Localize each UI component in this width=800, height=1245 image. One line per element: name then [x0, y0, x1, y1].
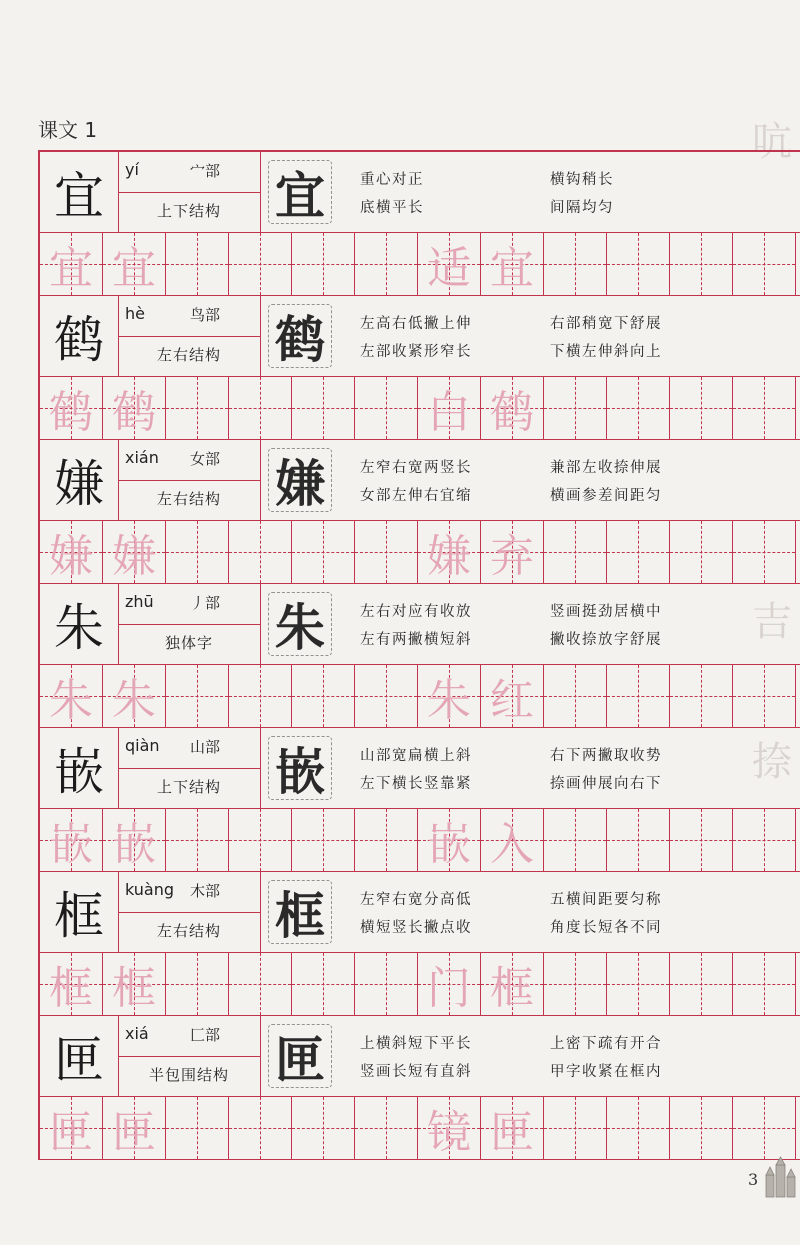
writing-tip: 山部宽扁横上斜 [360, 748, 472, 764]
writing-tip: 上横斜短下平长 [360, 1036, 472, 1052]
cell-guide-vertical [638, 377, 639, 439]
cell-guide-vertical [197, 377, 198, 439]
practice-cell[interactable] [670, 233, 733, 295]
practice-cell[interactable] [292, 665, 355, 727]
lesson-title: 课文 1 [38, 118, 98, 142]
calligraphy-character: 朱 [275, 598, 325, 657]
character-info-row [40, 152, 800, 233]
practice-cell[interactable] [670, 521, 733, 583]
practice-cell[interactable] [481, 521, 544, 583]
calligraphy-frame [268, 304, 332, 368]
practice-cell[interactable] [544, 377, 607, 439]
character-entry [40, 1016, 800, 1160]
character-entry [40, 152, 800, 296]
practice-cell[interactable] [481, 809, 544, 871]
practice-cell[interactable] [670, 809, 733, 871]
calligraphy-character: 嫌 [275, 454, 325, 513]
cell-guide-vertical [575, 953, 576, 1015]
practice-cell[interactable] [355, 809, 418, 871]
trace-character: 宜 [490, 243, 534, 294]
character-entry [40, 872, 800, 1016]
cell-guide-vertical [197, 953, 198, 1015]
calligraphy-character: 嵌 [275, 742, 325, 801]
practice-cell[interactable] [40, 377, 103, 439]
cell-guide-vertical [701, 233, 702, 295]
cell-guide-vertical [638, 953, 639, 1015]
meta-top-row [118, 584, 260, 625]
cell-guide-vertical [386, 953, 387, 1015]
pinyin: kuàng [125, 880, 175, 899]
calligraphy-sample [268, 1024, 332, 1088]
trace-character: 匣 [49, 1107, 93, 1158]
practice-cell[interactable] [166, 521, 229, 583]
meta-top-row [118, 872, 260, 913]
writing-tip: 重心对正 [360, 172, 424, 188]
practice-sheet [38, 150, 800, 1160]
practice-cell[interactable] [481, 953, 544, 1015]
writing-tip: 兼部左收捺伸展 [550, 460, 662, 476]
calligraphy-sample [268, 448, 332, 512]
practice-cell[interactable] [40, 953, 103, 1015]
pinyin: hè [125, 304, 145, 323]
writing-tip: 左窄右宽分高低 [360, 892, 472, 908]
practice-cell[interactable] [40, 521, 103, 583]
practice-cell[interactable] [229, 521, 292, 583]
practice-cell[interactable] [292, 953, 355, 1015]
character-info-row [40, 1016, 800, 1097]
practice-cell[interactable] [733, 665, 796, 727]
cell-guide-vertical [764, 377, 765, 439]
cell-guide-vertical [575, 233, 576, 295]
calligraphy-character: 宜 [275, 166, 325, 225]
practice-cell[interactable] [103, 1097, 166, 1159]
trace-character: 朱 [49, 675, 93, 726]
cell-guide-vertical [386, 1097, 387, 1159]
calligraphy-sample [268, 736, 332, 800]
pinyin: yí [125, 160, 139, 179]
trace-character: 框 [112, 963, 156, 1014]
trace-character: 嫌 [49, 531, 93, 582]
cell-guide-vertical [575, 521, 576, 583]
structure-type: 独体字 [164, 634, 213, 652]
cell-guide-vertical [197, 809, 198, 871]
calligraphy-sample [268, 304, 332, 368]
calligraphy-frame [268, 160, 332, 224]
writing-tip: 竖画长短有直斜 [360, 1064, 472, 1080]
practice-cell[interactable] [103, 233, 166, 295]
cell-guide-vertical [638, 521, 639, 583]
practice-cell[interactable] [607, 377, 670, 439]
calligraphy-sample [268, 592, 332, 656]
practice-cell[interactable] [607, 521, 670, 583]
practice-cell[interactable] [229, 233, 292, 295]
character-meta [118, 872, 261, 952]
practice-cell[interactable] [40, 233, 103, 295]
pinyin: xián [125, 448, 159, 467]
cell-guide-vertical [701, 521, 702, 583]
structure-type: 上下结构 [156, 778, 221, 796]
castle-icon [760, 1155, 800, 1200]
model-character: 嫌 [40, 440, 119, 520]
cell-guide-vertical [701, 665, 702, 727]
cell-guide-vertical [701, 377, 702, 439]
calligraphy-frame [268, 1024, 332, 1088]
trace-character: 朱 [427, 675, 471, 726]
trace-character: 嵌 [49, 819, 93, 870]
practice-cell[interactable] [166, 1097, 229, 1159]
cell-guide-vertical [764, 665, 765, 727]
character-info-row [40, 296, 800, 377]
model-character: 框 [40, 872, 119, 952]
practice-cell[interactable] [481, 377, 544, 439]
model-character: 嵌 [40, 728, 119, 808]
calligraphy-sample [268, 880, 332, 944]
structure-type: 左右结构 [156, 490, 221, 508]
cell-guide-vertical [386, 377, 387, 439]
cell-guide-vertical [764, 809, 765, 871]
practice-cell[interactable] [229, 1097, 292, 1159]
practice-row [40, 521, 800, 584]
practice-cell[interactable] [166, 953, 229, 1015]
cell-guide-vertical [638, 1097, 639, 1159]
writing-tip: 横钩稍长 [550, 172, 614, 188]
character-meta [118, 152, 261, 232]
cell-guide-vertical [323, 953, 324, 1015]
calligraphy-sample [268, 160, 332, 224]
character-meta [118, 296, 261, 376]
model-character: 鹤 [40, 296, 119, 376]
practice-cell[interactable] [418, 233, 481, 295]
cell-guide-vertical [386, 809, 387, 871]
cell-guide-vertical [323, 809, 324, 871]
character-info-row [40, 728, 800, 809]
cell-guide-vertical [638, 233, 639, 295]
practice-cell[interactable] [544, 521, 607, 583]
writing-tip: 左下横长竖靠紧 [360, 776, 472, 792]
cell-guide-vertical [638, 665, 639, 727]
writing-tip: 角度长短各不同 [550, 920, 662, 936]
practice-cell[interactable] [607, 1097, 670, 1159]
cell-guide-vertical [323, 665, 324, 727]
practice-cell[interactable] [607, 953, 670, 1015]
trace-character: 嵌 [112, 819, 156, 870]
cell-guide-vertical [260, 809, 261, 871]
practice-cell[interactable] [355, 233, 418, 295]
cell-guide-vertical [323, 521, 324, 583]
character-info-row [40, 440, 800, 521]
cell-guide-vertical [197, 521, 198, 583]
trace-character: 镜 [427, 1107, 471, 1158]
practice-cell[interactable] [229, 665, 292, 727]
cell-guide-vertical [386, 665, 387, 727]
practice-cell[interactable] [292, 233, 355, 295]
writing-tip: 撇收捺放字舒展 [550, 632, 662, 648]
character-entry [40, 440, 800, 584]
character-meta [118, 1016, 261, 1096]
trace-character: 嫌 [112, 531, 156, 582]
practice-cell[interactable] [355, 377, 418, 439]
practice-cell[interactable] [607, 665, 670, 727]
practice-cell[interactable] [355, 953, 418, 1015]
practice-cell[interactable] [292, 377, 355, 439]
radical: 木部 [190, 882, 221, 900]
practice-cell[interactable] [166, 665, 229, 727]
practice-cell[interactable] [103, 809, 166, 871]
practice-cell[interactable] [229, 809, 292, 871]
bleed-text: 捺 [752, 739, 792, 785]
structure-type: 半包围结构 [148, 1066, 229, 1084]
practice-row [40, 377, 800, 440]
radical: 山部 [190, 738, 221, 756]
writing-tip: 左部收紧形窄长 [360, 344, 472, 360]
practice-cell[interactable] [292, 809, 355, 871]
practice-cell[interactable] [607, 809, 670, 871]
meta-top-row [118, 152, 260, 193]
trace-character: 匣 [112, 1107, 156, 1158]
pinyin: qiàn [125, 736, 160, 755]
practice-cell[interactable] [607, 233, 670, 295]
practice-cell[interactable] [418, 809, 481, 871]
cell-guide-vertical [323, 1097, 324, 1159]
trace-character: 红 [490, 675, 534, 726]
structure-type: 上下结构 [156, 202, 221, 220]
model-character: 宜 [40, 152, 119, 232]
calligraphy-character: 框 [275, 886, 325, 945]
practice-cell[interactable] [40, 665, 103, 727]
character-entry [40, 296, 800, 440]
practice-cell[interactable] [103, 377, 166, 439]
practice-cell[interactable] [166, 233, 229, 295]
cell-guide-vertical [575, 809, 576, 871]
meta-top-row [118, 296, 260, 337]
writing-tip: 左高右低撇上伸 [360, 316, 472, 332]
practice-cell[interactable] [733, 377, 796, 439]
cell-guide-vertical [260, 1097, 261, 1159]
practice-row [40, 233, 800, 296]
practice-cell[interactable] [355, 521, 418, 583]
writing-tip: 女部左伸右宜缩 [360, 488, 472, 504]
cell-guide-vertical [197, 233, 198, 295]
trace-character: 弃 [490, 531, 534, 582]
writing-tip: 下横左伸斜向上 [550, 344, 662, 360]
cell-guide-vertical [638, 809, 639, 871]
practice-cell[interactable] [103, 521, 166, 583]
trace-character: 鹤 [490, 387, 534, 438]
cell-guide-vertical [575, 665, 576, 727]
writing-tip: 横短竖长撇点收 [360, 920, 472, 936]
practice-cell[interactable] [733, 809, 796, 871]
writing-tip: 间隔均匀 [550, 200, 614, 216]
practice-cell[interactable] [544, 665, 607, 727]
radical: 宀部 [190, 162, 221, 180]
trace-character: 框 [49, 963, 93, 1014]
writing-tip: 底横平长 [360, 200, 424, 216]
cell-guide-vertical [575, 1097, 576, 1159]
practice-cell[interactable] [733, 953, 796, 1015]
calligraphy-character: 鹤 [275, 310, 325, 369]
cell-guide-vertical [323, 233, 324, 295]
practice-cell[interactable] [418, 953, 481, 1015]
practice-cell[interactable] [292, 1097, 355, 1159]
calligraphy-frame [268, 880, 332, 944]
cell-guide-vertical [260, 377, 261, 439]
model-character: 匣 [40, 1016, 119, 1096]
trace-character: 宜 [49, 243, 93, 294]
meta-top-row [118, 440, 260, 481]
practice-cell[interactable] [481, 665, 544, 727]
practice-cell[interactable] [544, 233, 607, 295]
practice-cell[interactable] [166, 377, 229, 439]
cell-guide-vertical [701, 1097, 702, 1159]
writing-tip: 左窄右宽两竖长 [360, 460, 472, 476]
trace-character: 朱 [112, 675, 156, 726]
practice-cell[interactable] [229, 953, 292, 1015]
cell-guide-vertical [260, 233, 261, 295]
practice-cell[interactable] [355, 1097, 418, 1159]
character-info-row [40, 872, 800, 953]
cell-guide-vertical [386, 521, 387, 583]
writing-tip: 横画参差间距匀 [550, 488, 662, 504]
trace-character: 嫌 [427, 531, 471, 582]
practice-row [40, 1097, 800, 1160]
model-character: 朱 [40, 584, 119, 664]
practice-cell[interactable] [418, 377, 481, 439]
character-meta [118, 584, 261, 664]
trace-character: 框 [490, 963, 534, 1014]
practice-cell[interactable] [733, 1097, 796, 1159]
practice-cell[interactable] [733, 233, 796, 295]
cell-guide-vertical [764, 953, 765, 1015]
practice-cell[interactable] [40, 809, 103, 871]
practice-cell[interactable] [292, 521, 355, 583]
practice-cell[interactable] [670, 665, 733, 727]
practice-cell[interactable] [418, 665, 481, 727]
character-entry [40, 584, 800, 728]
writing-tip: 甲字收紧在框内 [550, 1064, 662, 1080]
cell-guide-vertical [764, 233, 765, 295]
pinyin: zhū [125, 592, 154, 611]
cell-guide-vertical [197, 1097, 198, 1159]
practice-cell[interactable] [670, 953, 733, 1015]
writing-tip: 上密下疏有开合 [550, 1036, 662, 1052]
practice-cell[interactable] [166, 809, 229, 871]
structure-type: 左右结构 [156, 922, 221, 940]
trace-character: 门 [427, 963, 471, 1014]
cell-guide-vertical [575, 377, 576, 439]
character-meta [118, 728, 261, 808]
cell-guide-vertical [323, 377, 324, 439]
practice-cell[interactable] [544, 1097, 607, 1159]
calligraphy-character: 匣 [275, 1030, 325, 1089]
trace-character: 嵌 [427, 819, 471, 870]
practice-row [40, 809, 800, 872]
radical: 匚部 [190, 1026, 221, 1044]
calligraphy-frame [268, 736, 332, 800]
writing-tip: 竖画挺劲居横中 [550, 604, 662, 620]
writing-tip: 捺画伸展向右下 [550, 776, 662, 792]
writing-tip: 五横间距要匀称 [550, 892, 662, 908]
character-info-row [40, 584, 800, 665]
practice-cell[interactable] [670, 1097, 733, 1159]
writing-tip: 左有两撇横短斜 [360, 632, 472, 648]
pinyin: xiá [125, 1024, 149, 1043]
practice-cell[interactable] [40, 1097, 103, 1159]
character-meta [118, 440, 261, 520]
practice-cell[interactable] [103, 953, 166, 1015]
practice-row [40, 953, 800, 1016]
cell-guide-vertical [260, 953, 261, 1015]
practice-cell[interactable] [481, 233, 544, 295]
bleed-text: 吭 [752, 119, 792, 165]
structure-type: 左右结构 [156, 346, 221, 364]
practice-cell[interactable] [355, 665, 418, 727]
meta-top-row [118, 1016, 260, 1057]
trace-character: 白 [427, 387, 471, 438]
bleed-text: 吉 [752, 599, 792, 645]
radical: 女部 [190, 450, 221, 468]
calligraphy-frame [268, 448, 332, 512]
trace-character: 宜 [112, 243, 156, 294]
cell-guide-vertical [764, 1097, 765, 1159]
cell-guide-vertical [701, 809, 702, 871]
character-entry [40, 728, 800, 872]
practice-cell[interactable] [544, 809, 607, 871]
cell-guide-vertical [260, 521, 261, 583]
practice-cell[interactable] [733, 521, 796, 583]
trace-character: 鹤 [112, 387, 156, 438]
calligraphy-frame [268, 592, 332, 656]
trace-character: 适 [427, 243, 471, 294]
practice-cell[interactable] [670, 377, 733, 439]
practice-cell[interactable] [418, 1097, 481, 1159]
practice-row [40, 665, 800, 728]
practice-cell[interactable] [418, 521, 481, 583]
radical: 丿部 [190, 594, 221, 612]
cell-guide-vertical [386, 233, 387, 295]
practice-cell[interactable] [481, 1097, 544, 1159]
practice-cell[interactable] [229, 377, 292, 439]
practice-cell[interactable] [544, 953, 607, 1015]
writing-tip: 左右对应有收放 [360, 604, 472, 620]
meta-top-row [118, 728, 260, 769]
trace-character: 入 [490, 819, 534, 870]
cell-guide-vertical [701, 953, 702, 1015]
page-number: 3 [748, 1170, 759, 1189]
cell-guide-vertical [764, 521, 765, 583]
practice-cell[interactable] [103, 665, 166, 727]
writing-tip: 右部稍宽下舒展 [550, 316, 662, 332]
cell-guide-vertical [260, 665, 261, 727]
radical: 鸟部 [190, 306, 221, 324]
trace-character: 匣 [490, 1107, 534, 1158]
writing-tip: 右下两撇取收势 [550, 748, 662, 764]
cell-guide-vertical [197, 665, 198, 727]
trace-character: 鹤 [49, 387, 93, 438]
